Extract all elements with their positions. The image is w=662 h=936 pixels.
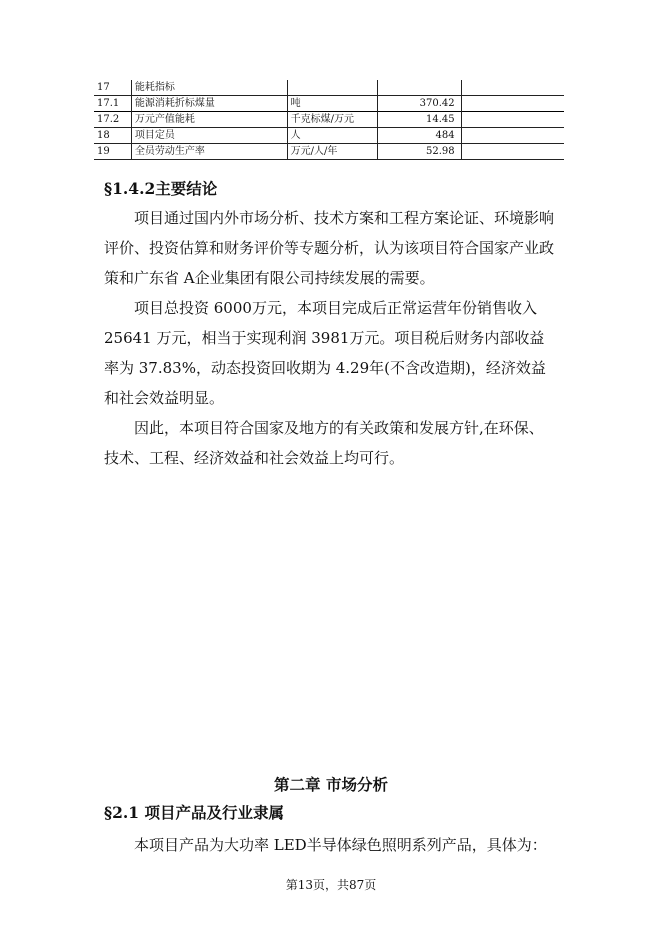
- table-row: [94, 96, 564, 112]
- row-number: 19: [94, 144, 131, 160]
- row-item: 能源消耗折标煤量: [131, 96, 287, 112]
- section-2-1-body: [104, 830, 558, 860]
- row-value: [378, 80, 461, 96]
- table-row: [94, 80, 564, 96]
- row-unit: [287, 80, 378, 96]
- row-number: 17.1: [94, 96, 131, 112]
- row-extra: [461, 112, 564, 128]
- row-extra: [461, 144, 564, 160]
- row-value: 14.45: [378, 112, 461, 128]
- row-extra: [461, 80, 564, 96]
- row-extra: [461, 96, 564, 112]
- row-extra: [461, 128, 564, 144]
- row-unit: 吨: [287, 96, 378, 112]
- table-row: [94, 128, 564, 144]
- table-row: [94, 112, 564, 128]
- chapter-title: 第二章 市场分析: [274, 775, 388, 794]
- section-heading-2-1: §2.1 项目产品及行业隶属: [104, 803, 284, 822]
- row-unit: 万元/人/年: [287, 144, 378, 160]
- paragraph: 项目总投资 6000万元，本项目完成后正常运营年份销售收入25641 万元，相当于实现利润 3981万元。项目税后财务内部收益率为 37.83%，动态投资回收期为 4.29年(不含改造期)，经济效益和社会效益明显。: [104, 299, 546, 407]
- paragraph: 本项目产品为大功率 LED半导体绿色照明系列产品，具体为：: [134, 836, 547, 854]
- conclusion-body: [104, 203, 558, 473]
- row-number: 18: [94, 128, 131, 144]
- row-item: 项目定员: [131, 128, 287, 144]
- paragraph: 因此，本项目符合国家及地方的有关政策和发展方针,在环保、技术、工程、经济效益和社会效益上均可行。: [104, 419, 544, 467]
- row-value: 52.98: [378, 144, 461, 160]
- row-number: 17: [94, 80, 131, 96]
- row-value: 370.42: [378, 96, 461, 112]
- row-item: 能耗指标: [131, 80, 287, 96]
- paragraph: 项目通过国内外市场分析、技术方案和工程方案论证、环境影响评价、投资估算和财务评价等专题分析，认为该项目符合国家产业政策和广东省 A企业集团有限公司持续发展的需要。: [104, 209, 555, 287]
- row-number: 17.2: [94, 112, 131, 128]
- row-value: 484: [378, 128, 461, 144]
- indicator-table: [94, 80, 564, 160]
- row-item: 万元产值能耗: [131, 112, 287, 128]
- section-heading-1-4-2: §1.4.2主要结论: [104, 179, 218, 198]
- table-row: [94, 144, 564, 160]
- page-footer: 第13页，共87页: [285, 878, 377, 892]
- row-unit: 千克标煤/万元: [287, 112, 378, 128]
- row-unit: 人: [287, 128, 378, 144]
- row-item: 全员劳动生产率: [131, 144, 287, 160]
